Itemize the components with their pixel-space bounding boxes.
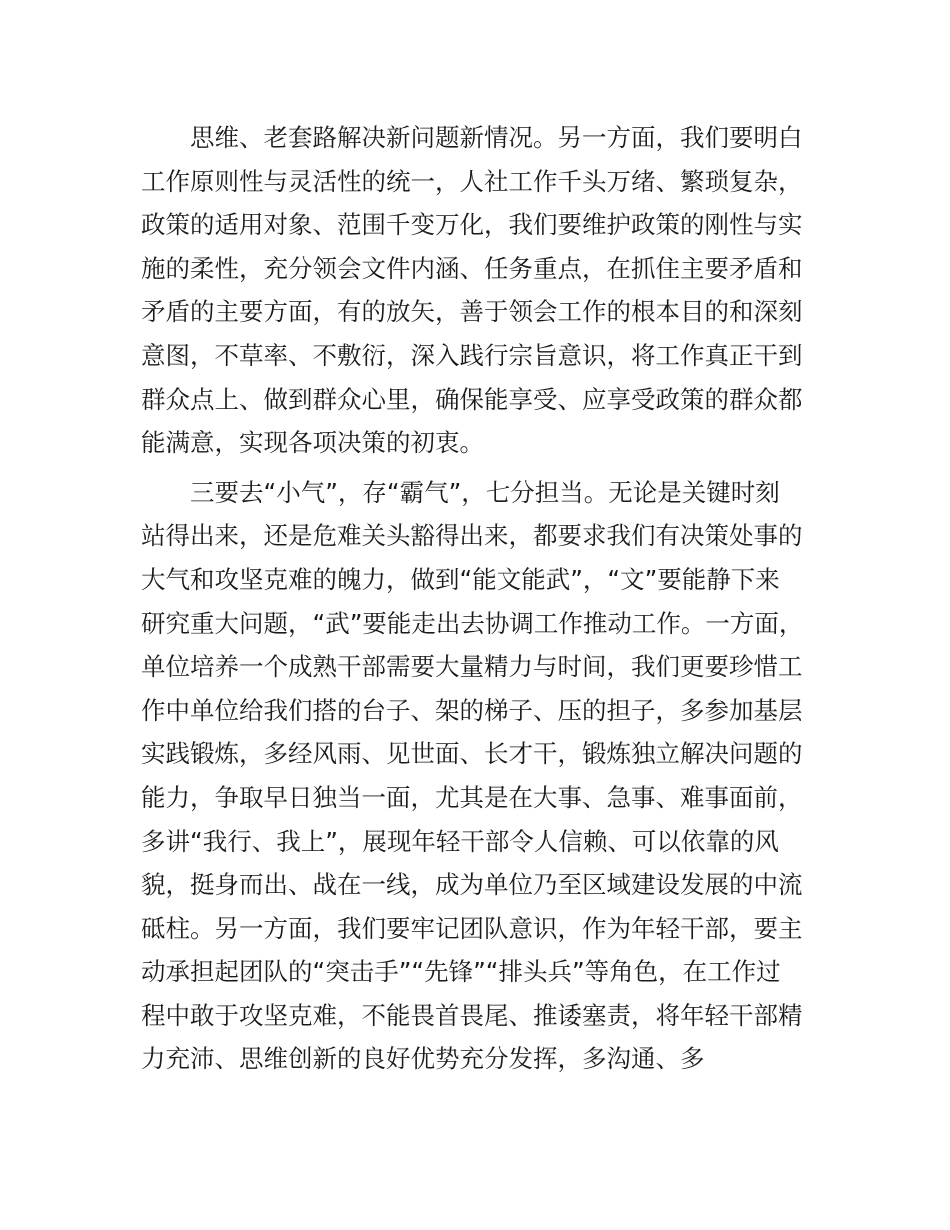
text-line: 大气和攻坚克难的魄力，做到“能文能武”，“文”要能静下来 [141, 564, 780, 594]
body-text [141, 116, 841, 1081]
text-line: 砥柱。另一方面，我们要牢记团队意识，作为年轻干部，要主 [141, 913, 803, 943]
text-line: 施的柔性，充分领会文件内涵、任务重点，在抓住主要矛盾和 [141, 253, 803, 283]
text-line: 意图，不草率、不敷衍，深入践行宗旨意识，将工作真正干到 [141, 340, 803, 370]
text-line: 实践锻炼，多经风雨、见世面、长才干，锻炼独立解决问题的 [141, 739, 803, 769]
text-line: 力充沛、思维创新的良好优势充分发挥，多沟通、多 [141, 1044, 705, 1074]
text-line: 思维、老套路解决新问题新情况。另一方面，我们要明白 [190, 123, 803, 152]
text-line: 研究重大问题，“武”要能走出去协调工作推动工作。一方面， [141, 608, 804, 638]
text-line: 站得出来，还是危难关头豁得出来，都要求我们有决策处事的 [141, 521, 803, 551]
text-line: 政策的适用对象、范围千变万化，我们要维护政策的刚性与实 [141, 210, 803, 240]
text-line: 矛盾的主要方面，有的放矢，善于领会工作的根本目的和深刻 [141, 297, 803, 327]
text-line: 作中单位给我们搭的台子、架的梯子、压的担子，多参加基层 [141, 695, 803, 725]
text-line: 能满意，实现各项决策的初衷。 [141, 428, 484, 458]
text-line: 多讲“我行、我上”，展现年轻干部令人信赖、可以依靠的风 [141, 826, 779, 856]
text-line: 动承担起团队的“突击手”“先锋”“排头兵”等角色，在工作过 [141, 957, 781, 987]
text-line: 单位培养一个成熟干部需要大量精力与时间，我们更要珍惜工 [141, 652, 803, 682]
text-line: 程中敢于攻坚克难，不能畏首畏尾、推诿塞责，将年轻干部精 [141, 1000, 803, 1030]
text-line: 貌，挺身而出、战在一线，成为单位乃至区域建设发展的中流 [141, 870, 803, 900]
paragraph-1 [141, 116, 841, 465]
text-line: 三要去“小气”，存“霸气”，七分担当。无论是关键时刻 [190, 477, 780, 507]
text-line: 能力，争取早日独当一面，尤其是在大事、急事、难事面前， [141, 782, 803, 812]
text-line: 群众点上、做到群众心里，确保能享受、应享受政策的群众都 [141, 384, 803, 414]
paragraph-2 [141, 471, 841, 1081]
text-line: 工作原则性与灵活性的统一，人社工作千头万绪、繁琐复杂， [141, 166, 803, 196]
